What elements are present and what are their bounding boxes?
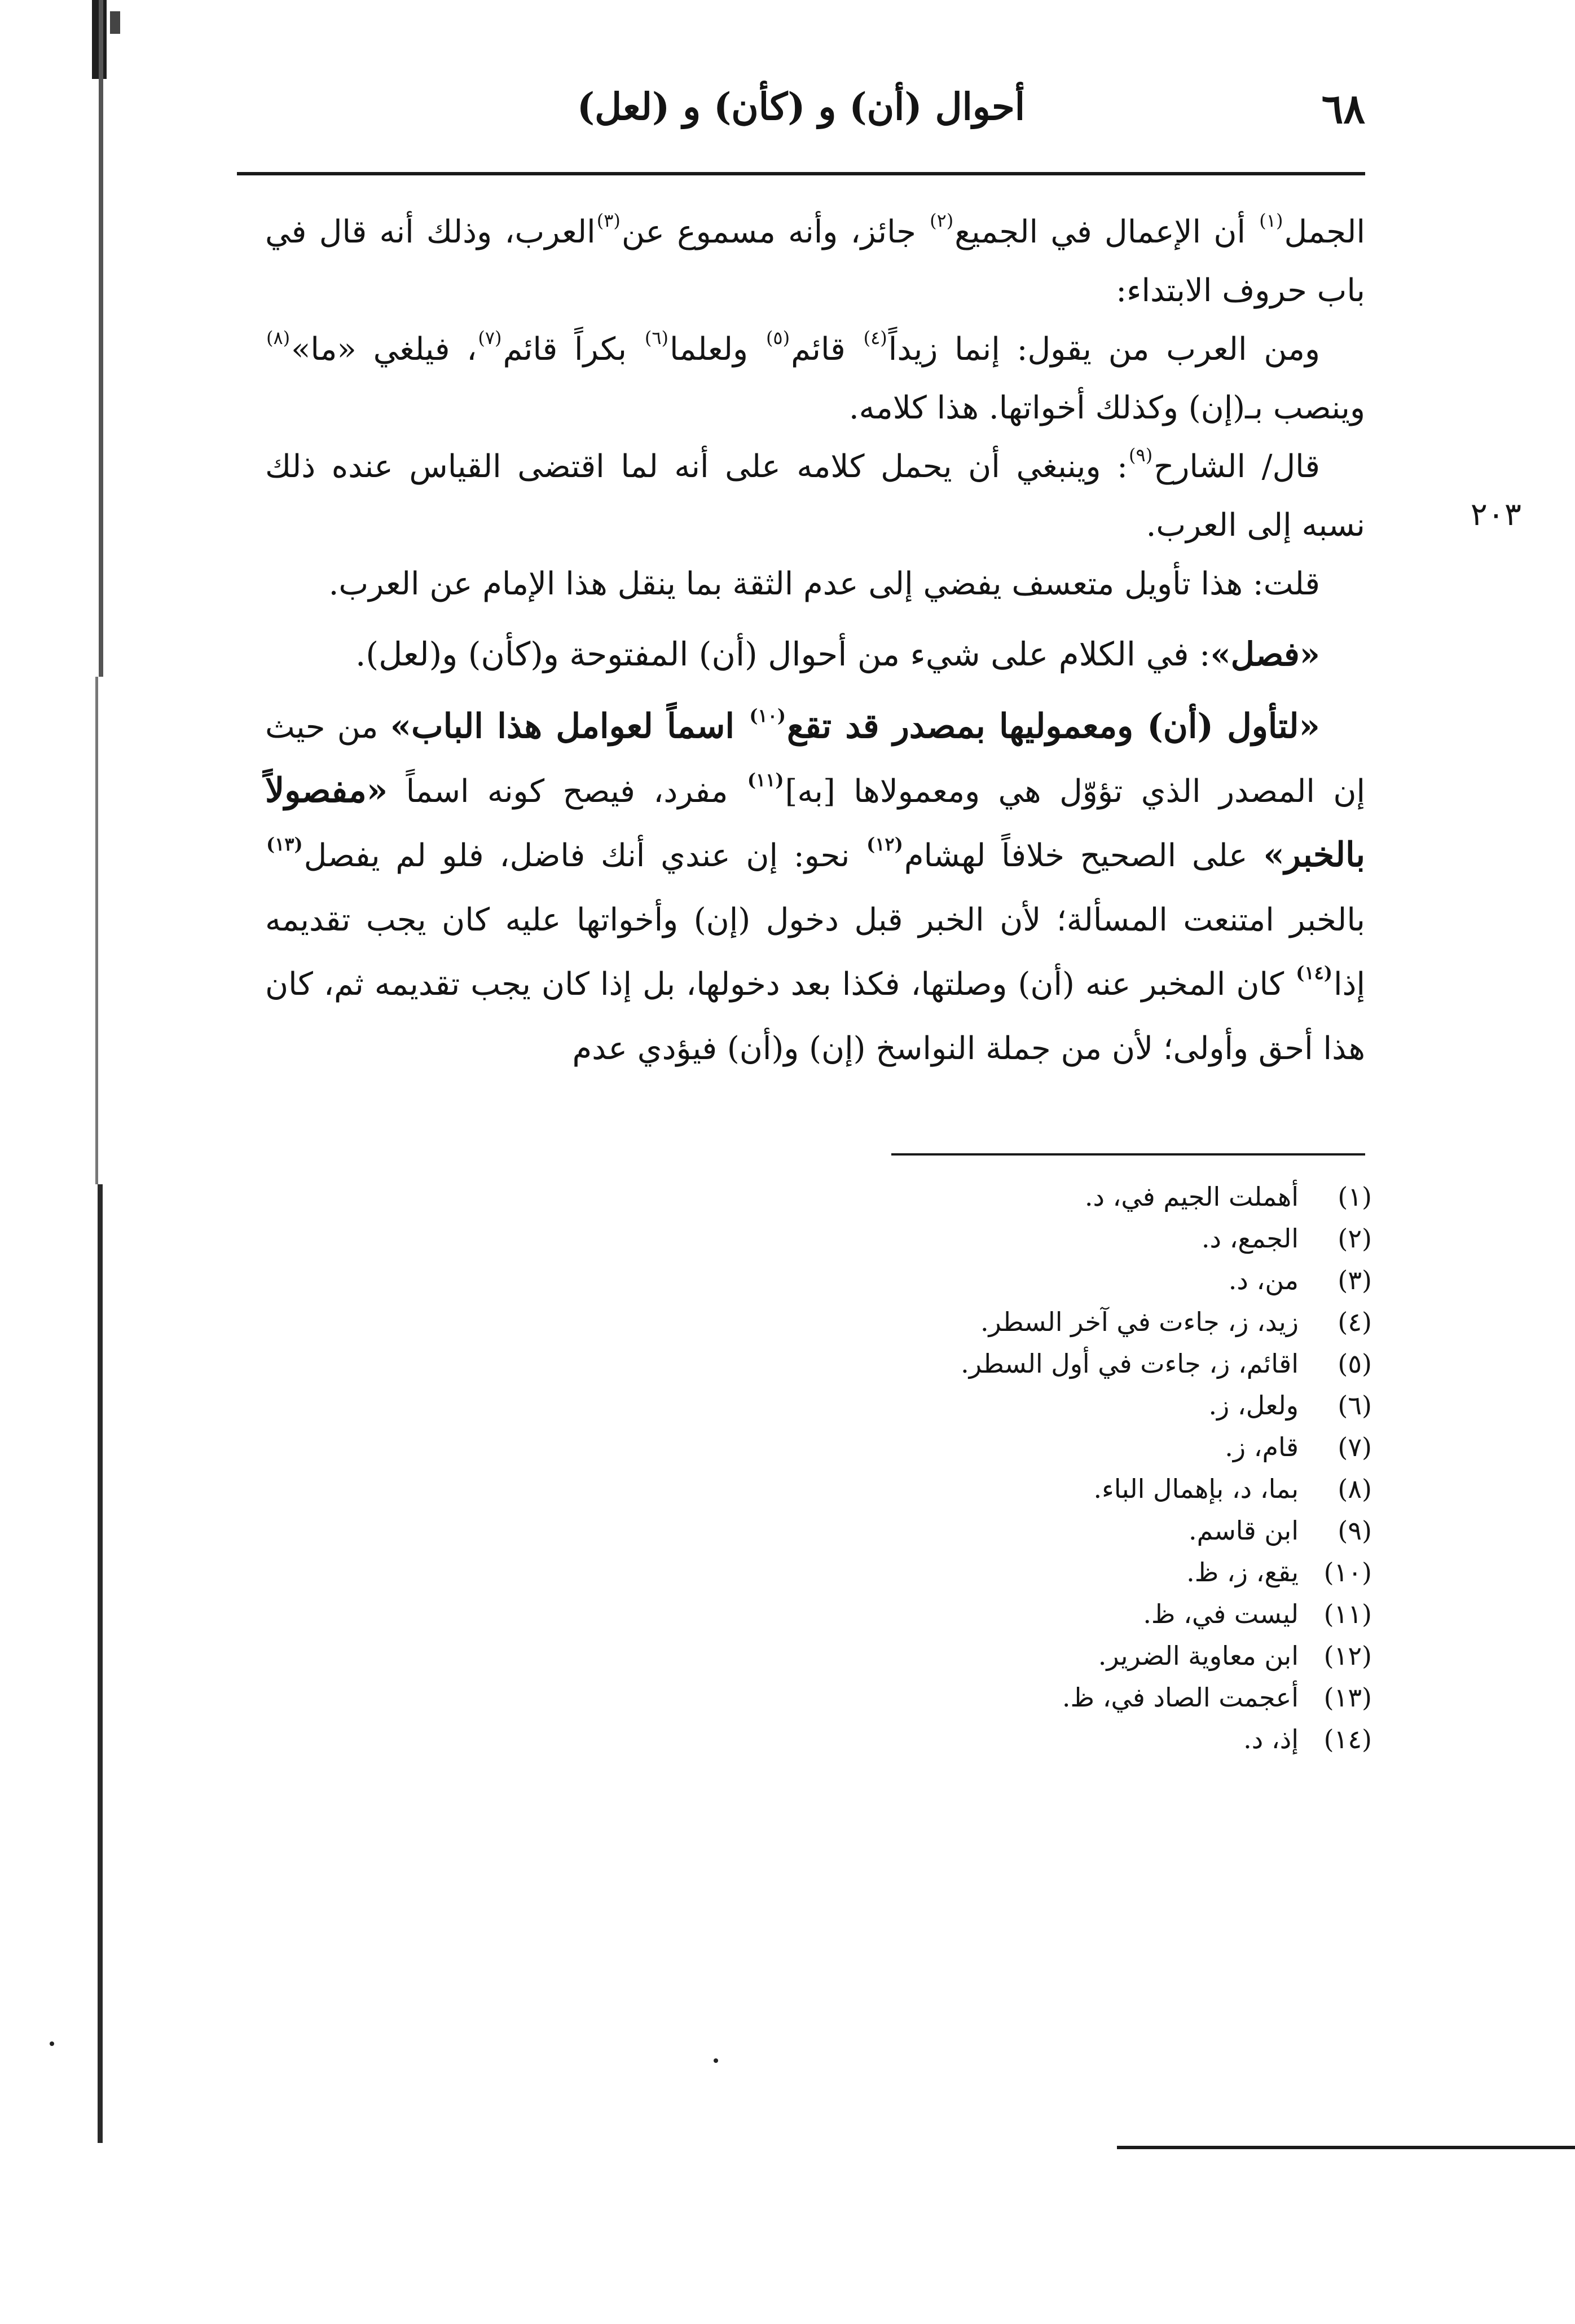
running-title: أحوال (أن) و (كأن) و (لعل) xyxy=(577,85,1026,129)
footnote-item: (٩) ابن قاسم. xyxy=(1188,1515,1372,1546)
page-header xyxy=(237,73,1365,152)
footnote-ref-1: (١) xyxy=(1259,210,1283,231)
footnote-item: (١) أهملت الجيم في، د. xyxy=(1084,1181,1372,1212)
footnotes-list xyxy=(582,1176,1372,1760)
scan-speck xyxy=(50,2041,54,2046)
footnote-ref-11: (١١) xyxy=(747,769,784,791)
main-text xyxy=(265,203,1365,1081)
paragraph-1: الجمل$^{(١)}$ أن الإعمال في الجميع$^{(٢)}$ جائز، وأنه مسموع عن$^{(٣)}$العرب، وذلك أنه قال في باب حروف الابتداء: xyxy=(265,210,1366,309)
scan-speck xyxy=(714,2058,718,2063)
footnote-item: (٧) قام، ز. xyxy=(1225,1432,1372,1462)
footnote-ref-6: (٦) xyxy=(644,327,668,349)
section-label: «فصل» xyxy=(1210,635,1320,673)
paragraph-4: قلت: هذا تأويل متعسف يفضي إلى عدم الثقة بما ينقل هذا الإمام عن العرب. xyxy=(328,566,1320,602)
footnote-ref-8: (٨) xyxy=(266,327,291,349)
footnote-ref-2: (٢) xyxy=(930,210,954,231)
footnote-item: (٥) اقائم، ز، جاءت في أول السطر. xyxy=(961,1348,1372,1379)
footnote-ref-14: (١٤) xyxy=(1296,962,1332,984)
footnote-item: (١٢) ابن معاوية الضرير. xyxy=(1098,1641,1372,1671)
margin-folio-number: ٢٠٣ xyxy=(1470,496,1521,533)
footnote-item: (١٣) أعجمت الصاد في، ظ. xyxy=(1062,1682,1372,1713)
footnote-item: (١١) ليست في، ظ. xyxy=(1143,1599,1372,1629)
section-heading-paragraph: «فصل»: في الكلام على شيء من أحوال (أن) المفتوحة و(كأن) و(لعل). xyxy=(355,635,1320,673)
paragraph-6: «لتأول (أن) ومعموليها بمصدر قد تقع$^{(١٠)}$ اسماً لعوامل هذا الباب» من حيث إن المصدر الذي تؤوّل هي ومعمولاها [به]$^{(١١)}$ مفرد، فيصح كونه اسماً «مفصولاً بالخبر» على الصحيح خلافاً لهشام$^{(١٢)}$ نحو: إن عندي أنك فاضل، فلو لم يفصل$^{(١٣)}$ بالخبر امتنعت المسألة؛ لأن الخبر قبل دخول (إن) وأخواتها عليه كان يجب تقديمه إذا$^{(١٤)}$ كان المخبر عنه (أن) وصلتها، فكذا بعد دخولها، بل إذا كان يجب تقديمه ثم، كان هذا أحق وأولى؛ لأن من جملة النواسخ (إن) و(أن) فيؤدي عدم xyxy=(265,705,1366,1067)
footnote-separator xyxy=(891,1153,1365,1156)
footnote-ref-9: (٩) xyxy=(1129,444,1153,466)
paragraph-3: قال/ الشارح$^{(٩)}$: وينبغي أن يحمل كلامه على أنه لما اقتضى القياس عنده ذلك نسبه إلى العرب. xyxy=(265,444,1365,544)
header-rule xyxy=(237,172,1365,175)
footnote-item: (٨) بما، د، بإهمال الباء. xyxy=(1093,1474,1372,1504)
footnote-ref-4: (٤) xyxy=(863,327,887,349)
footnote-ref-7: (٧) xyxy=(478,327,502,349)
page-number: ٦٨ xyxy=(1321,85,1365,133)
footnote-ref-10: (١٠) xyxy=(749,705,786,726)
footnote-ref-3: (٣) xyxy=(596,210,621,231)
footnote-item: (٢) الجمع، د. xyxy=(1201,1223,1372,1254)
footnote-ref-5: (٥) xyxy=(765,327,790,349)
footnote-item: (١٤) إذ، د. xyxy=(1243,1724,1372,1754)
footnote-item: (٤) زيد، ز، جاءت في آخر السطر. xyxy=(980,1307,1372,1337)
footnote-item: (١٠) يقع، ز، ظ. xyxy=(1186,1557,1372,1587)
footnote-item: (٦) ولعل، ز. xyxy=(1208,1390,1372,1421)
footnote-item: (٣) من، د. xyxy=(1228,1265,1372,1295)
scan-edge-artifact xyxy=(87,0,127,2143)
paragraph-2: ومن العرب من يقول: إنما زيداً$^{(٤)}$ قائم$^{(٥)}$ ولعلما$^{(٦)}$ بكراً قائم$^{(٧)}$، فيلغي «ما»$^{(٨)}$ وينصب بـ(إن) وكذلك أخواتها. هذا كلامه. xyxy=(266,327,1365,426)
footnote-ref-12: (١٢) xyxy=(866,834,903,855)
bottom-scan-line xyxy=(1117,2146,1575,2149)
footnote-ref-13: (١٣) xyxy=(266,834,303,855)
